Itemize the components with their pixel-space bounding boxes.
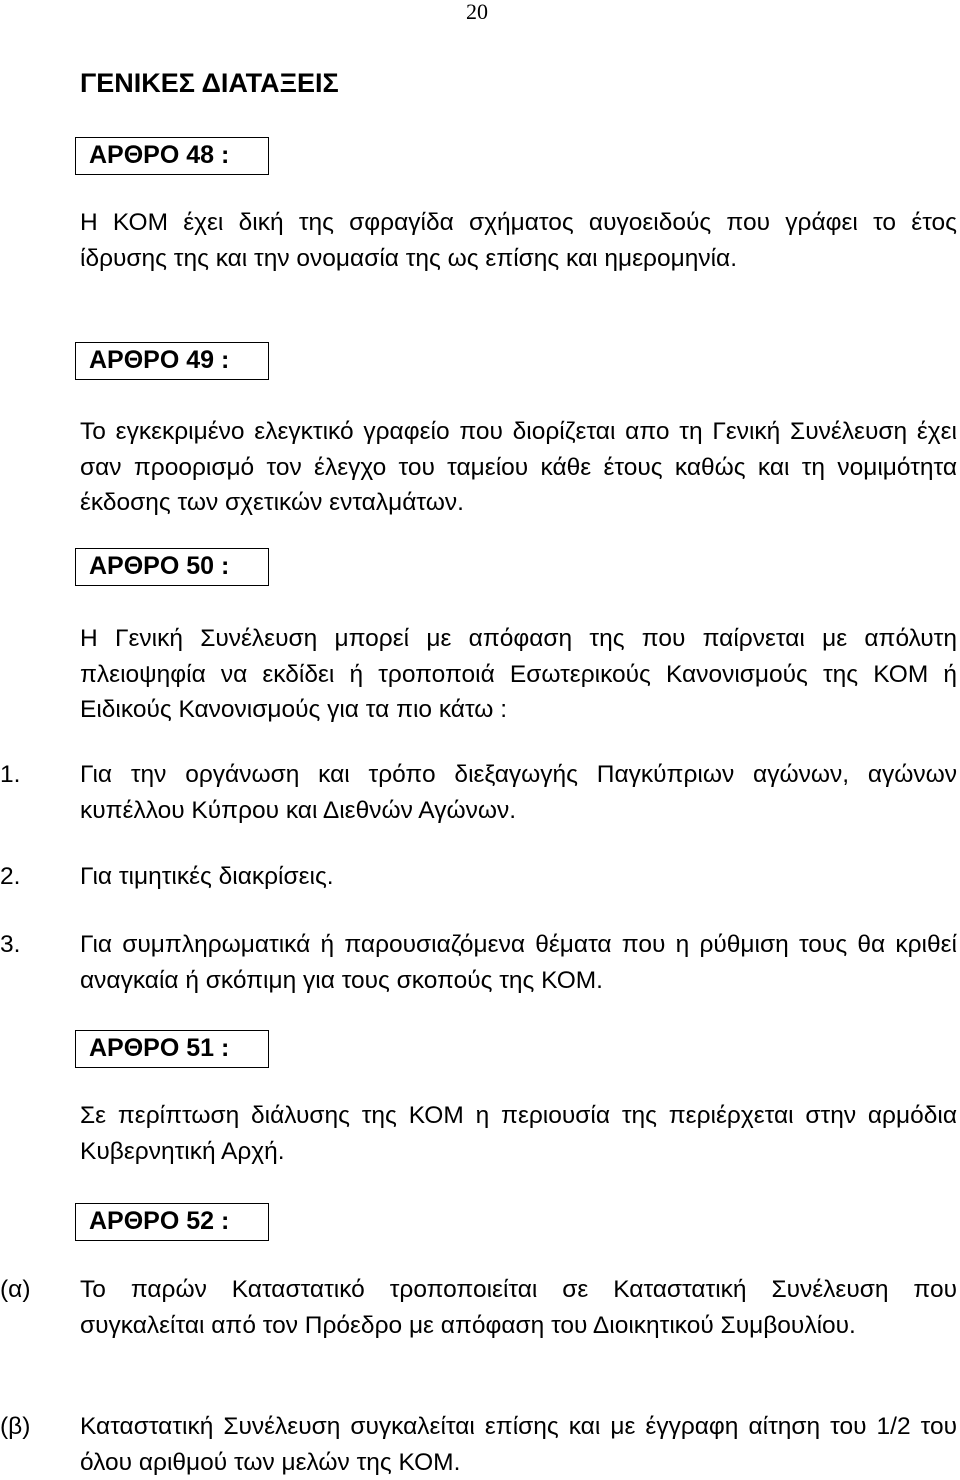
list-item-text: Το παρών Καταστατικό τροποποιείται σε Καταστατική Συνέλευση που συγκαλείται από τον Πρόεδρο με απόφαση του Διοικητικού Συμβουλίου. <box>80 1276 957 1339</box>
article-52-title: ΑΡΘΡΟ 52 : <box>75 1203 269 1241</box>
article-49-text: Το εγκεκριμένο ελεγκτικό γραφείο που διορίζεται απο τη Γενική Συνέλευση έχει σαν προορισμό τον έλεγχο του ταμείου κάθε έτους καθώς και τη νομιμότητα έκδοσης των σχετικών ενταλμάτων. <box>80 418 957 516</box>
list-item-number: 1. <box>0 761 21 788</box>
list-item-number: (α) <box>0 1276 31 1303</box>
article-51-title: ΑΡΘΡΟ 51 : <box>75 1030 269 1068</box>
list-item-number: 3. <box>0 931 21 958</box>
list-item-text: Για συμπληρωματικά ή παρουσιαζόμενα θέματα που η ρύθμιση τους θα κριθεί αναγκαία ή σκόπιμη για τους σκοπούς της ΚΟΜ. <box>80 931 957 994</box>
list-item-text: Καταστατική Συνέλευση συγκαλείται επίσης και με έγγραφη αίτηση του 1/2 του όλου αριθμού των μελών της ΚΟΜ. <box>80 1413 957 1476</box>
article-49-title: ΑΡΘΡΟ 49 : <box>75 342 269 380</box>
article-48-title: ΑΡΘΡΟ 48 : <box>75 137 269 175</box>
list-item-number: 2. <box>0 863 21 890</box>
article-50-title: ΑΡΘΡΟ 50 : <box>75 548 269 586</box>
list-item-number: (β) <box>0 1413 31 1440</box>
page-number: 20 <box>466 0 488 24</box>
article-48-text: Η ΚΟΜ έχει δική της σφραγίδα σχήματος αυγοειδούς που γράφει το έτος ίδρυσης της και την ονομασία της ως επίσης και ημερομηνία. <box>80 209 957 272</box>
section-title: ΓΕΝΙΚΕΣ ΔΙΑΤΑΞΕΙΣ <box>80 68 339 98</box>
article-51-text: Σε περίπτωση διάλυσης της ΚΟΜ η περιουσία της περιέρχεται στην αρμόδια Κυβερνητική Αρχή. <box>80 1102 957 1165</box>
list-item-text: Για την οργάνωση και τρόπο διεξαγωγής Παγκύπριων αγώνων, αγώνων κυπέλλου Κύπρου και Διεθνών Αγώνων. <box>80 761 957 824</box>
article-50-text: Η Γενική Συνέλευση μπορεί με απόφαση της που παίρνεται με απόλυτη πλειοψηφία να εκδίδει ή τροποποιά Εσωτερικούς Κανονισμούς της ΚΟΜ ή Ειδικούς Κανονισμούς για τα πιο κάτω : <box>80 625 957 723</box>
list-item-text: Για τιμητικές διακρίσεις. <box>80 863 334 890</box>
